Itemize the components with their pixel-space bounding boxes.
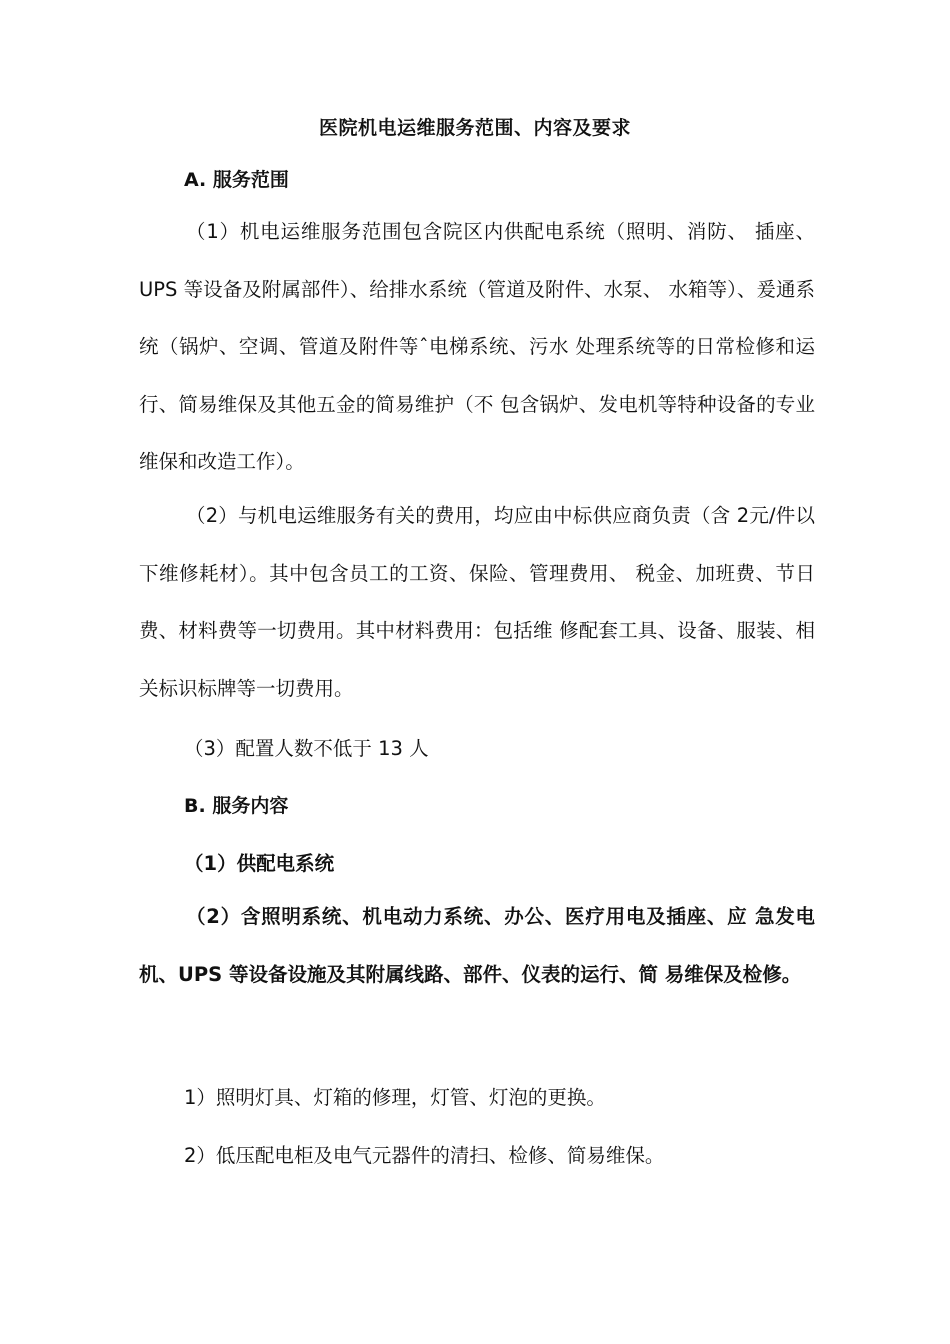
section-a-paragraph-3: （3）配置人数不低于 13 人 [184, 737, 429, 760]
section-b-subheading-2: （2）含照明系统、机电动力系统、办公、医疗用电及插座、应 急发电机、UPS 等设备设施及其附属线路、部件、仪表的运行、简 易维保及检修。 [139, 905, 815, 986]
section-a-heading: A. 服务范围 [184, 169, 289, 191]
section-a-paragraph-2: （2）与机电运维服务有关的费用，均应由中标供应商负责（含 2元/件以下维修耗材）。其中包含员工的工资、保险、管理费用、 税金、加班费、节日费、材料费等一切费用。其中材料费用：包括维 修配套工具、设备、服装、相关标识标牌等一切费用。 [139, 504, 815, 700]
section-b-item-1: 1）照明灯具、灯箱的修理，灯管、灯泡的更换。 [184, 1086, 606, 1109]
section-b-item-2: 2）低压配电柜及电气元器件的清扫、检修、简易维保。 [184, 1144, 665, 1167]
section-a-paragraph-1: （1）机电运维服务范围包含院区内供配电系统（照明、消防、 插座、UPS 等设备及附属部件）、给排水系统（管道及附件、水泵、 水箱等）、爰通系统（锅炉、空调、管道及附件等ˆ电梯系统、污水 处理系统等的日常检修和运行、简易维保及其他五金的简易维护（不 包含锅炉、发电机等特种设备的专业维保和改造工作）。 [139, 220, 815, 473]
document-title: 医院机电运维服务范围、内容及要求 [318, 117, 631, 139]
section-b-heading: B. 服务内容 [184, 795, 289, 817]
section-b-subheading-1: （1）供配电系统 [184, 852, 335, 875]
